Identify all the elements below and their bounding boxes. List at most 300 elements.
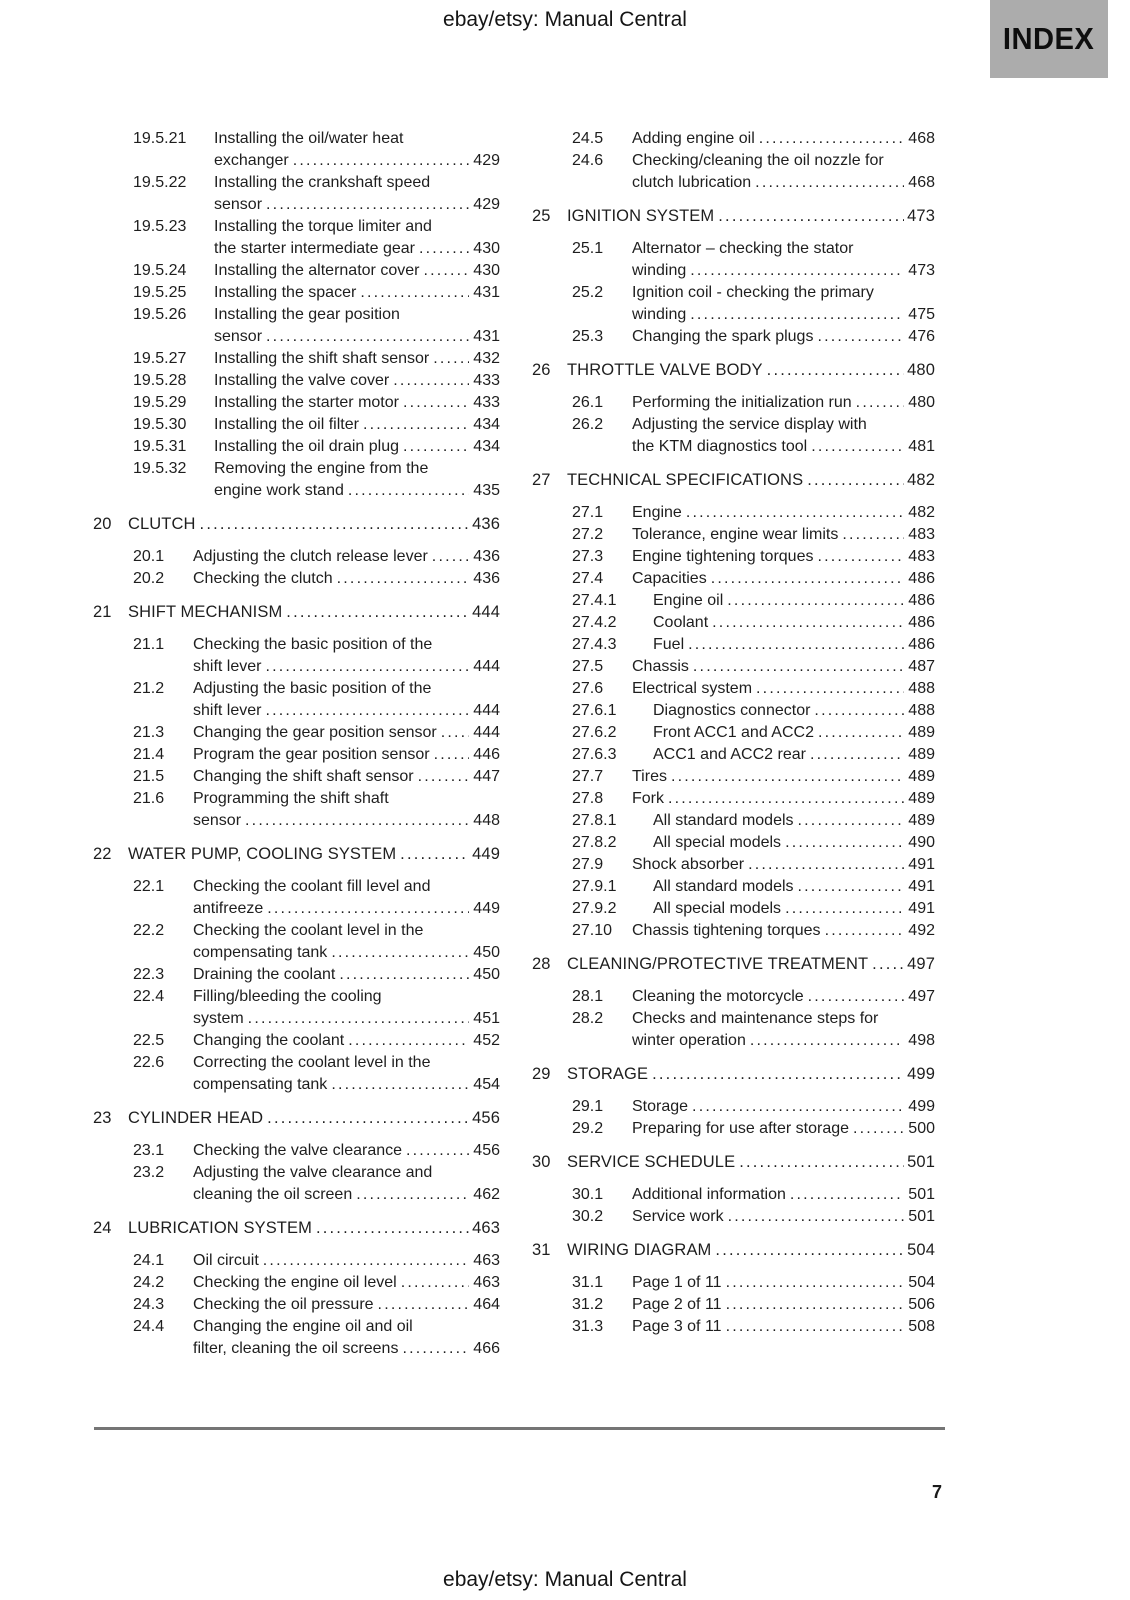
toc-page-number: 434 [473, 438, 500, 455]
toc-page-number: 489 [908, 724, 935, 741]
toc-entry-text: Programming the shift shaft [193, 790, 389, 807]
toc-page-number: 429 [473, 152, 500, 169]
toc-entry-row [93, 920, 500, 964]
toc-entry-text: cleaning the oil screen [193, 1186, 353, 1203]
toc-entry-row [532, 1118, 935, 1140]
toc-entry-text: SERVICE SCHEDULE [567, 1153, 736, 1171]
toc-entry-number: 29.1 [572, 1098, 604, 1115]
toc-entry-text: clutch lubrication [632, 174, 752, 191]
toc-entry-row [532, 590, 935, 612]
toc-section-row [93, 513, 500, 535]
toc-page-number: 431 [473, 284, 500, 301]
toc-entry-text: Ignition coil - checking the primary [632, 284, 874, 301]
dot-leader [267, 1107, 469, 1129]
dot-leader [692, 1096, 904, 1118]
page-number: 7 [931, 1482, 942, 1502]
toc-entry-number: 27.6.2 [572, 724, 617, 741]
toc-page-number: 446 [473, 746, 500, 763]
dot-leader [810, 744, 904, 766]
toc-entry-number: 20.1 [133, 548, 165, 565]
toc-entry-text: CLUTCH [128, 515, 196, 533]
toc-entry-text: Front ACC1 and ACC2 [653, 724, 814, 741]
toc-entry-text: All standard models [653, 812, 794, 829]
toc-entry-text: Coolant [653, 614, 709, 631]
toc-entry-text: shift lever [193, 702, 262, 719]
toc-entry-row [93, 1316, 500, 1360]
toc-entry-number: 25 [532, 207, 551, 225]
toc-page-number: 488 [908, 680, 935, 697]
toc-entry-row [532, 546, 935, 568]
toc-entry-row [532, 986, 935, 1008]
dot-leader [688, 634, 904, 656]
dot-leader [668, 788, 904, 810]
toc-entry-text: compensating tank [193, 1076, 328, 1093]
dot-leader [739, 1151, 904, 1173]
toc-page-number: 444 [473, 724, 500, 741]
toc-section-row [532, 359, 935, 381]
toc-entry-number: 27.4 [572, 570, 604, 587]
dot-leader [755, 172, 904, 194]
dot-leader [727, 590, 904, 612]
toc-entry-text: Cleaning the motorcycle [632, 988, 804, 1005]
dot-leader [419, 238, 469, 260]
toc-entry-row [532, 326, 935, 348]
toc-entry-text: Capacities [632, 570, 707, 587]
toc-entry-row [532, 766, 935, 788]
toc-entry-number: 28 [532, 955, 551, 973]
toc-entry-text: IGNITION SYSTEM [567, 207, 715, 225]
dot-leader [856, 392, 904, 414]
toc-entry-number: 27.6.3 [572, 746, 617, 763]
toc-page-number: 444 [473, 658, 500, 675]
toc-entry-row [532, 876, 935, 898]
toc-entry-row [532, 392, 935, 414]
toc-entry-number: 27.9 [572, 856, 604, 873]
dot-leader [690, 260, 904, 282]
toc-entry-text: sensor [193, 812, 242, 829]
dot-leader [807, 469, 904, 491]
toc-entry-text: ACC1 and ACC2 rear [653, 746, 806, 763]
toc-entry-text: sensor [214, 328, 263, 345]
toc-entry-text: All special models [653, 834, 782, 851]
dot-leader [818, 722, 904, 744]
toc-entry-text: Adjusting the basic position of the [193, 680, 432, 697]
toc-entry-number: 31.2 [572, 1296, 604, 1313]
toc-page-number: 497 [908, 988, 935, 1005]
toc-entry-row [93, 216, 500, 260]
toc-entry-row [532, 1184, 935, 1206]
toc-entry-row [93, 128, 500, 172]
toc-entry-row [93, 876, 500, 920]
toc-entry-text: filter, cleaning the oil screens [193, 1340, 399, 1357]
dot-leader [360, 282, 469, 304]
toc-entry-number: 22.1 [133, 878, 165, 895]
dot-leader [726, 1272, 904, 1294]
toc-entry-number: 19.5.21 [133, 130, 187, 147]
toc-page-number: 444 [473, 702, 500, 719]
toc-page-number: 432 [473, 350, 500, 367]
toc-entry-row [93, 1250, 500, 1272]
toc-entry-text: SHIFT MECHANISM [128, 603, 283, 621]
toc-entry-row [532, 656, 935, 678]
dot-leader [842, 524, 904, 546]
dot-leader [814, 700, 904, 722]
toc-page-number: 431 [473, 328, 500, 345]
toc-entry-row [532, 524, 935, 546]
dot-leader [817, 546, 904, 568]
dot-leader [790, 1184, 904, 1206]
toc-page-number: 435 [473, 482, 500, 499]
dot-leader [200, 513, 469, 535]
toc-entry-text: the starter intermediate gear [214, 240, 415, 257]
toc-entry-row [532, 502, 935, 524]
dot-leader [286, 601, 469, 623]
toc-entry-text: winter operation [632, 1032, 746, 1049]
toc-entry-text: Checks and maintenance steps for [632, 1010, 879, 1027]
toc-entry-number: 27.2 [572, 526, 604, 543]
dot-leader [356, 1184, 469, 1206]
toc-entry-row [93, 436, 500, 458]
toc-page-number: 501 [908, 1186, 935, 1203]
toc-entry-number: 23.2 [133, 1164, 165, 1181]
dot-leader [248, 1008, 469, 1030]
toc-entry-text: Installing the crankshaft speed [214, 174, 431, 191]
toc-entry-text: Installing the torque limiter and [214, 218, 432, 235]
toc-entry-text: Checking the clutch [193, 570, 333, 587]
toc-entry-text: Tires [632, 768, 667, 785]
toc-entry-row [532, 1316, 935, 1338]
toc-entry-row [93, 392, 500, 414]
toc-entry-text: Installing the oil/water heat [214, 130, 404, 147]
toc-entry-number: 19.5.28 [133, 372, 187, 389]
toc-entry-number: 21.3 [133, 724, 165, 741]
toc-page-number: 448 [473, 812, 500, 829]
toc-entry-number: 21.1 [133, 636, 165, 653]
dot-leader [432, 546, 469, 568]
toc-entry-row [532, 810, 935, 832]
dot-leader [403, 392, 469, 414]
dot-leader [726, 1316, 904, 1338]
toc-entry-number: 22.2 [133, 922, 165, 939]
toc-entry-number: 27.3 [572, 548, 604, 565]
toc-entry-number: 27.9.1 [572, 878, 617, 895]
dot-leader [798, 876, 904, 898]
toc-entry-row [93, 546, 500, 568]
toc-entry-number: 27.1 [572, 504, 604, 521]
toc-page-number: 483 [908, 526, 935, 543]
dot-leader [441, 722, 469, 744]
toc-page-number: 486 [908, 614, 935, 631]
toc-entry-number: 27.4.3 [572, 636, 617, 653]
toc-page-number: 497 [907, 955, 935, 973]
toc-page-number: 501 [907, 1153, 935, 1171]
toc-entry-text: Checking the oil pressure [193, 1296, 374, 1313]
toc-entry-row [532, 744, 935, 766]
toc-entry-number: 27.4.2 [572, 614, 617, 631]
dot-leader [715, 1239, 904, 1261]
toc-entry-text: Installing the oil filter [214, 416, 359, 433]
dot-leader [265, 700, 469, 722]
toc-entry-number: 23.1 [133, 1142, 165, 1159]
toc-entry-number: 26 [532, 361, 551, 379]
toc-entry-row [532, 788, 935, 810]
toc-entry-number: 31.1 [572, 1274, 604, 1291]
toc-entry-number: 27.6.1 [572, 702, 617, 719]
toc-entry-text: Chassis tightening torques [632, 922, 821, 939]
toc-entry-row [532, 898, 935, 920]
dot-leader [671, 766, 904, 788]
toc-page-number: 463 [473, 1252, 500, 1269]
toc-entry-number: 25.3 [572, 328, 604, 345]
toc-entry-text: exchanger [214, 152, 289, 169]
toc-entry-text: Adjusting the service display with [632, 416, 867, 433]
toc-entry-text: Fuel [653, 636, 685, 653]
dot-leader [718, 205, 904, 227]
toc-entry-number: 22 [93, 845, 112, 863]
toc-page-number: 480 [908, 394, 935, 411]
toc-entry-text: Service work [632, 1208, 724, 1225]
toc-entry-row [93, 568, 500, 590]
toc-entry-number: 25.1 [572, 240, 604, 257]
toc-page-number: 491 [908, 900, 935, 917]
toc-entry-row [532, 854, 935, 876]
toc-entry-row [532, 1008, 935, 1052]
toc-entry-text: Changing the gear position sensor [193, 724, 437, 741]
toc-page-number: 504 [908, 1274, 935, 1291]
toc-entry-number: 31 [532, 1241, 551, 1259]
toc-entry-text: Checking the basic position of the [193, 636, 433, 653]
toc-entry-number: 29.2 [572, 1120, 604, 1137]
toc-entry-text: shift lever [193, 658, 262, 675]
toc-page-number: 483 [908, 548, 935, 565]
toc-page-number: 468 [908, 174, 935, 191]
toc-entry-row [532, 128, 935, 150]
footer-divider [94, 1427, 945, 1430]
toc-entry-text: Alternator – checking the stator [632, 240, 854, 257]
toc-entry-text: system [193, 1010, 244, 1027]
toc-entry-number: 19.5.31 [133, 438, 187, 455]
toc-entry-number: 27 [532, 471, 551, 489]
dot-leader [690, 304, 904, 326]
index-badge [990, 0, 1108, 78]
dot-leader [245, 810, 469, 832]
toc-page-number: 463 [472, 1219, 500, 1237]
toc-entry-row [93, 722, 500, 744]
toc-page-number: 430 [473, 262, 500, 279]
toc-page-number: 498 [908, 1032, 935, 1049]
toc-page-number: 475 [908, 306, 935, 323]
toc-entry-text: Preparing for use after storage [632, 1120, 850, 1137]
dot-leader [712, 612, 904, 634]
toc-entry-row [532, 700, 935, 722]
toc-entry-row [532, 1096, 935, 1118]
dot-leader [393, 370, 469, 392]
dot-leader [785, 832, 904, 854]
toc-left-column [93, 128, 500, 1360]
toc-entry-text: Diagnostics connector [653, 702, 811, 719]
toc-page-number: 489 [908, 768, 935, 785]
toc-entry-text: Chassis [632, 658, 689, 675]
toc-entry-text: Filling/bleeding the cooling [193, 988, 382, 1005]
toc-entry-text: Adjusting the clutch release lever [193, 548, 428, 565]
toc-entry-number: 30.1 [572, 1186, 604, 1203]
toc-entry-number: 27.10 [572, 922, 613, 939]
toc-entry-number: 24.6 [572, 152, 604, 169]
toc-entry-text: Installing the valve cover [214, 372, 390, 389]
dot-leader [726, 1294, 904, 1316]
dot-leader [711, 568, 904, 590]
toc-entry-text: Installing the starter motor [214, 394, 399, 411]
dot-leader [423, 260, 469, 282]
toc-entry-number: 21 [93, 603, 112, 621]
toc-entry-text: Checking the coolant fill level and [193, 878, 431, 895]
dot-leader [785, 898, 904, 920]
toc-page-number: 468 [908, 130, 935, 147]
toc-section-row [532, 953, 935, 975]
toc-entry-text: Storage [632, 1098, 689, 1115]
dot-leader [686, 502, 904, 524]
toc-page-number: 429 [473, 196, 500, 213]
toc-entry-number: 30 [532, 1153, 551, 1171]
dot-leader [400, 843, 469, 865]
toc-entry-row [93, 744, 500, 766]
toc-entry-number: 25.2 [572, 284, 604, 301]
toc-entry-row [93, 1272, 500, 1294]
toc-entry-text: Page 2 of 11 [632, 1296, 722, 1313]
dot-leader [693, 656, 904, 678]
toc-page-number: 434 [473, 416, 500, 433]
toc-page-number: 504 [907, 1241, 935, 1259]
toc-entry-number: 26.2 [572, 416, 604, 433]
toc-entry-text: compensating tank [193, 944, 328, 961]
toc-entry-number: 31.3 [572, 1318, 604, 1335]
dot-leader [817, 326, 904, 348]
toc-page-number: 473 [908, 262, 935, 279]
toc-entry-text: Page 3 of 11 [632, 1318, 722, 1335]
toc-entry-row [93, 1030, 500, 1052]
toc-entry-row [93, 370, 500, 392]
dot-leader [433, 348, 469, 370]
toc-page-number: 508 [908, 1318, 935, 1335]
toc-entry-number: 19.5.25 [133, 284, 187, 301]
toc-page-number: 452 [473, 1032, 500, 1049]
toc-entry-row [532, 568, 935, 590]
toc-entry-text: Electrical system [632, 680, 753, 697]
toc-entry-text: Page 1 of 11 [632, 1274, 722, 1291]
toc-page-number: 482 [907, 471, 935, 489]
toc-entry-number: 24.2 [133, 1274, 165, 1291]
toc-entry-number: 19.5.27 [133, 350, 187, 367]
dot-leader [652, 1063, 904, 1085]
dot-leader [759, 128, 904, 150]
dot-leader [316, 1217, 469, 1239]
toc-entry-text: Checking the valve clearance [193, 1142, 403, 1159]
toc-page-number: 486 [908, 636, 935, 653]
dot-leader [798, 810, 904, 832]
toc-entry-text: antifreeze [193, 900, 264, 917]
dot-leader [263, 1250, 469, 1272]
toc-entry-row [532, 832, 935, 854]
toc-entry-text: Installing the spacer [214, 284, 357, 301]
toc-entry-row [532, 238, 935, 282]
dot-leader [331, 1074, 469, 1096]
toc-entry-number: 21.6 [133, 790, 165, 807]
toc-page-number: 501 [908, 1208, 935, 1225]
toc-entry-text: Checking the coolant level in the [193, 922, 424, 939]
header-title: ebay/etsy: Manual Central [443, 8, 687, 31]
toc-page-number: 488 [908, 702, 935, 719]
toc-entry-text: Performing the initialization run [632, 394, 852, 411]
toc-section-row [532, 1063, 935, 1085]
dot-leader [748, 854, 904, 876]
toc-entry-row [93, 458, 500, 502]
toc-page-number: 489 [908, 746, 935, 763]
toc-page-number: 451 [473, 1010, 500, 1027]
toc-page-number: 466 [473, 1340, 500, 1357]
dot-leader [434, 744, 469, 766]
toc-entry-row [93, 986, 500, 1030]
toc-entry-row [93, 964, 500, 986]
toc-entry-row [93, 282, 500, 304]
toc-entry-text: sensor [214, 196, 263, 213]
toc-entry-row [532, 150, 935, 194]
toc-entry-row [532, 612, 935, 634]
toc-page-number: 487 [908, 658, 935, 675]
toc-section-row [532, 205, 935, 227]
toc-entry-number: 20.2 [133, 570, 165, 587]
toc-entry-text: Installing the alternator cover [214, 262, 420, 279]
toc-page-number: 489 [908, 812, 935, 829]
toc-entry-text: All standard models [653, 878, 794, 895]
toc-entry-text: winding [632, 306, 687, 323]
dot-leader [363, 414, 469, 436]
toc-entry-text: Removing the engine from the [214, 460, 429, 477]
toc-entry-number: 19.5.32 [133, 460, 187, 477]
dot-leader [811, 436, 904, 458]
toc-entry-row [93, 1162, 500, 1206]
toc-entry-text: All special models [653, 900, 782, 917]
toc-entry-text: Tolerance, engine wear limits [632, 526, 839, 543]
toc-page-number: 463 [473, 1274, 500, 1291]
toc-entry-text: Changing the shift shaft sensor [193, 768, 414, 785]
toc-entry-number: 26.1 [572, 394, 604, 411]
dot-leader [265, 656, 469, 678]
toc-entry-number: 29 [532, 1065, 551, 1083]
toc-entry-number: 24.5 [572, 130, 604, 147]
dot-leader [337, 568, 469, 590]
toc-entry-number: 27.7 [572, 768, 604, 785]
toc-page-number: 492 [908, 922, 935, 939]
toc-entry-row [93, 1052, 500, 1096]
toc-section-row [532, 1151, 935, 1173]
toc-entry-number: 28.2 [572, 1010, 604, 1027]
toc-page-number: 464 [473, 1296, 500, 1313]
toc-entry-text: Changing the coolant [193, 1032, 345, 1049]
toc-entry-text: CYLINDER HEAD [128, 1109, 264, 1127]
dot-leader [872, 953, 904, 975]
toc-page-number: 490 [908, 834, 935, 851]
toc-entry-row [93, 634, 500, 678]
toc-entry-number: 21.5 [133, 768, 165, 785]
toc-entry-text: Installing the shift shaft sensor [214, 350, 430, 367]
toc-section-row [93, 601, 500, 623]
toc-section-row [93, 1217, 500, 1239]
toc-page-number: 447 [473, 768, 500, 785]
toc-entry-number: 28.1 [572, 988, 604, 1005]
toc-entry-number: 24.1 [133, 1252, 165, 1269]
index-badge-label: INDEX [1003, 21, 1095, 56]
toc-page-number: 491 [908, 856, 935, 873]
